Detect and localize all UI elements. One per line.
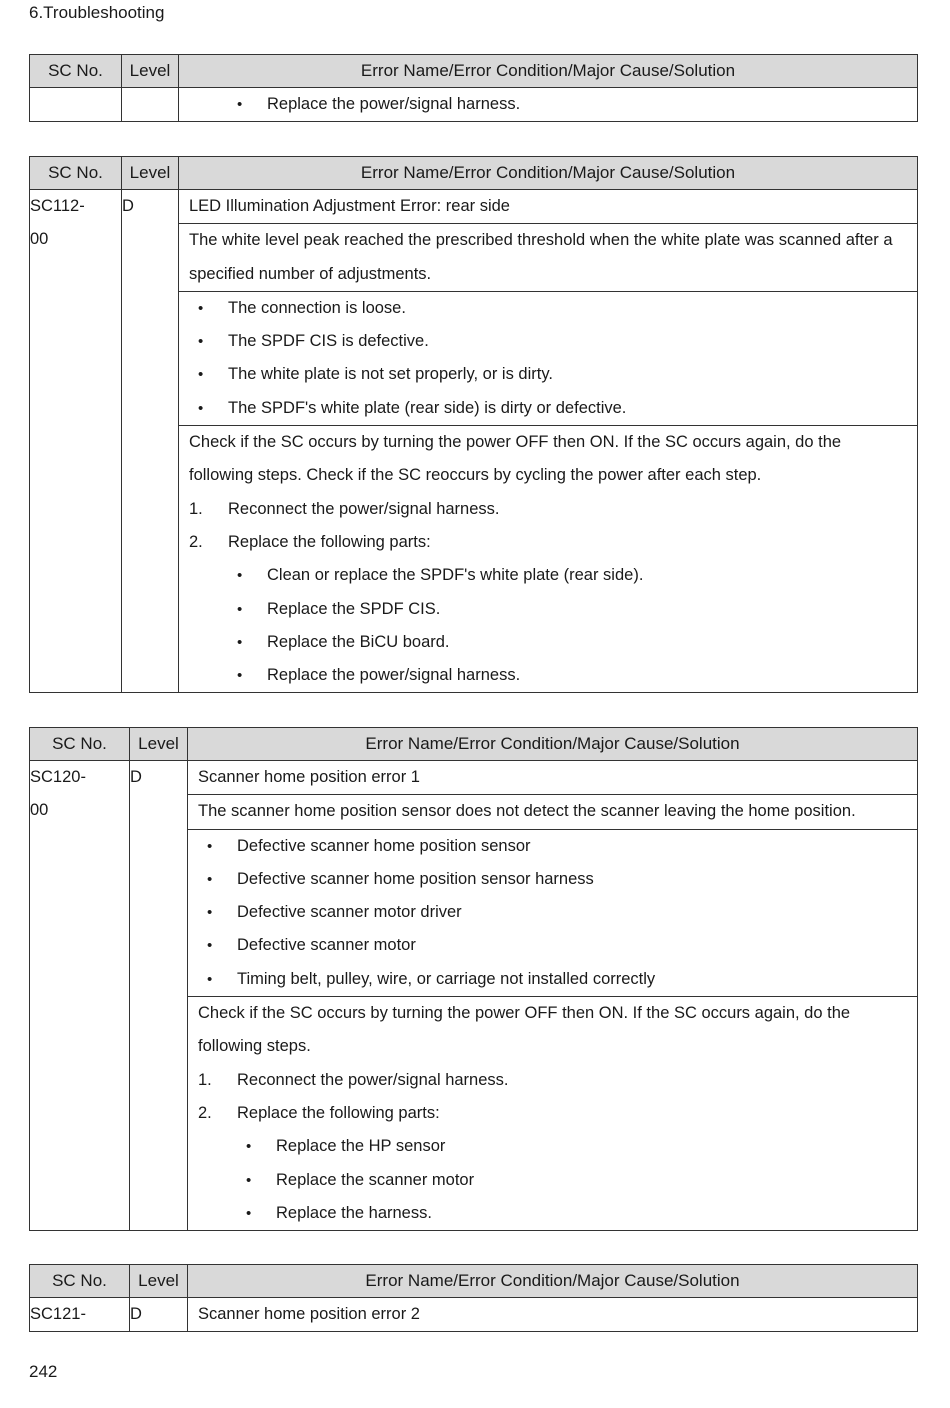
cause-item: • Defective scanner motor driver [198, 896, 907, 929]
description-cell [179, 88, 918, 122]
table-header-row [30, 728, 918, 761]
part-item: • Replace the BiCU board. [189, 626, 907, 659]
sc-number [30, 88, 122, 122]
error-name-block [179, 190, 917, 223]
error-name: LED Illumination Adjustment Error: rear side [189, 197, 510, 215]
error-condition-line: specified number of adjustments. [189, 264, 432, 283]
error-name: Scanner home position error 1 [198, 768, 420, 786]
table-header-row [30, 1265, 918, 1298]
error-condition-line: The white level peak reached the prescribed threshold when the white plate was scanned after a [189, 231, 893, 250]
error-name-block [188, 1298, 917, 1331]
table-row [30, 190, 918, 693]
cause-item: • The connection is loose. [189, 292, 907, 325]
table-header-row [30, 55, 918, 88]
cause-item: • Defective scanner home position sensor [198, 830, 907, 863]
part-item: • Replace the HP sensor [198, 1130, 907, 1163]
cause-item: • Defective scanner home position sensor harness [198, 863, 907, 896]
error-name: Scanner home position error 2 [198, 1305, 420, 1323]
part-item: • Clean or replace the SPDF's white plate (rear side). [189, 559, 907, 592]
error-condition-block [188, 794, 917, 828]
cause-item: • Timing belt, pulley, wire, or carriage not installed correctly [198, 963, 907, 996]
description-header: Error Name/Error Condition/Major Cause/Solution [179, 157, 918, 190]
part-item: • Replace the harness. [198, 1197, 907, 1230]
level-value [122, 88, 179, 122]
level-header: Level [122, 157, 179, 190]
solution-block [188, 996, 917, 1230]
list-item: • Replace the power/signal harness. [189, 88, 907, 121]
sc-table-sc120 [29, 727, 918, 1231]
part-item: • Replace the power/signal harness. [189, 659, 907, 692]
sc-number: SC120- 00 [30, 761, 130, 1231]
level-value: D [130, 761, 188, 1231]
description-header: Error Name/Error Condition/Major Cause/Solution [188, 728, 918, 761]
description-header: Error Name/Error Condition/Major Cause/Solution [188, 1265, 918, 1298]
solution-intro-line: following steps. [198, 1037, 311, 1056]
table-row [30, 761, 918, 1231]
level-header: Level [130, 728, 188, 761]
solution-intro-line: Check if the SC occurs by turning the power OFF then ON. If the SC occurs again, do the [189, 433, 842, 452]
sc-no-header: SC No. [30, 55, 122, 88]
step-item: 2. Replace the following parts: [189, 532, 431, 551]
sc-number: SC121- [30, 1298, 130, 1332]
description-cell [188, 761, 918, 1231]
step-text: Reconnect the power/signal harness. [237, 1070, 509, 1089]
description-cell [188, 1298, 918, 1332]
table-header-row [30, 157, 918, 190]
sc-no-header: SC No. [30, 157, 122, 190]
solution-intro-line: Check if the SC occurs by turning the power OFF then ON. If the SC occurs again, do the [198, 1004, 851, 1023]
sc-no-header: SC No. [30, 728, 130, 761]
cause-item: • The SPDF CIS is defective. [189, 325, 907, 358]
cause-item: • The white plate is not set properly, or is dirty. [189, 358, 907, 391]
sc-table-continued [29, 54, 918, 122]
description-cell [179, 190, 918, 693]
solution-block [179, 88, 917, 121]
table-row [30, 88, 918, 122]
step-item: 1. Reconnect the power/signal harness. [189, 499, 500, 518]
step-text: Reconnect the power/signal harness. [228, 499, 500, 518]
causes-block [179, 291, 917, 425]
step-item: 2. Replace the following parts: [198, 1103, 440, 1122]
causes-block [188, 829, 917, 996]
level-header: Level [122, 55, 179, 88]
step-item: 1. Reconnect the power/signal harness. [198, 1070, 509, 1089]
solution-block [179, 425, 917, 692]
level-value: D [130, 1298, 188, 1332]
sc-no-header: SC No. [30, 1265, 130, 1298]
cause-item: • Defective scanner motor [198, 929, 907, 962]
level-header: Level [130, 1265, 188, 1298]
error-name-block [188, 761, 917, 794]
solution-intro-line: following steps. Check if the SC reoccurs by cycling the power after each step. [189, 466, 762, 485]
step-text: Replace the following parts: [228, 532, 431, 551]
error-condition-block [179, 223, 917, 291]
description-header: Error Name/Error Condition/Major Cause/Solution [179, 55, 918, 88]
cause-item: • The SPDF's white plate (rear side) is dirty or defective. [189, 392, 907, 425]
part-item: • Replace the SPDF CIS. [189, 593, 907, 626]
part-item: • Replace the scanner motor [198, 1164, 907, 1197]
error-condition: The scanner home position sensor does not detect the scanner leaving the home position. [198, 802, 856, 821]
sc-table-sc121 [29, 1264, 918, 1332]
section-title: 6.Troubleshooting [29, 3, 165, 22]
table-row [30, 1298, 918, 1332]
step-text: Replace the following parts: [237, 1103, 440, 1122]
sc-table-sc112 [29, 156, 918, 693]
sc-number: SC112- 00 [30, 190, 122, 693]
page-number: 242 [29, 1362, 58, 1381]
level-value: D [122, 190, 179, 693]
